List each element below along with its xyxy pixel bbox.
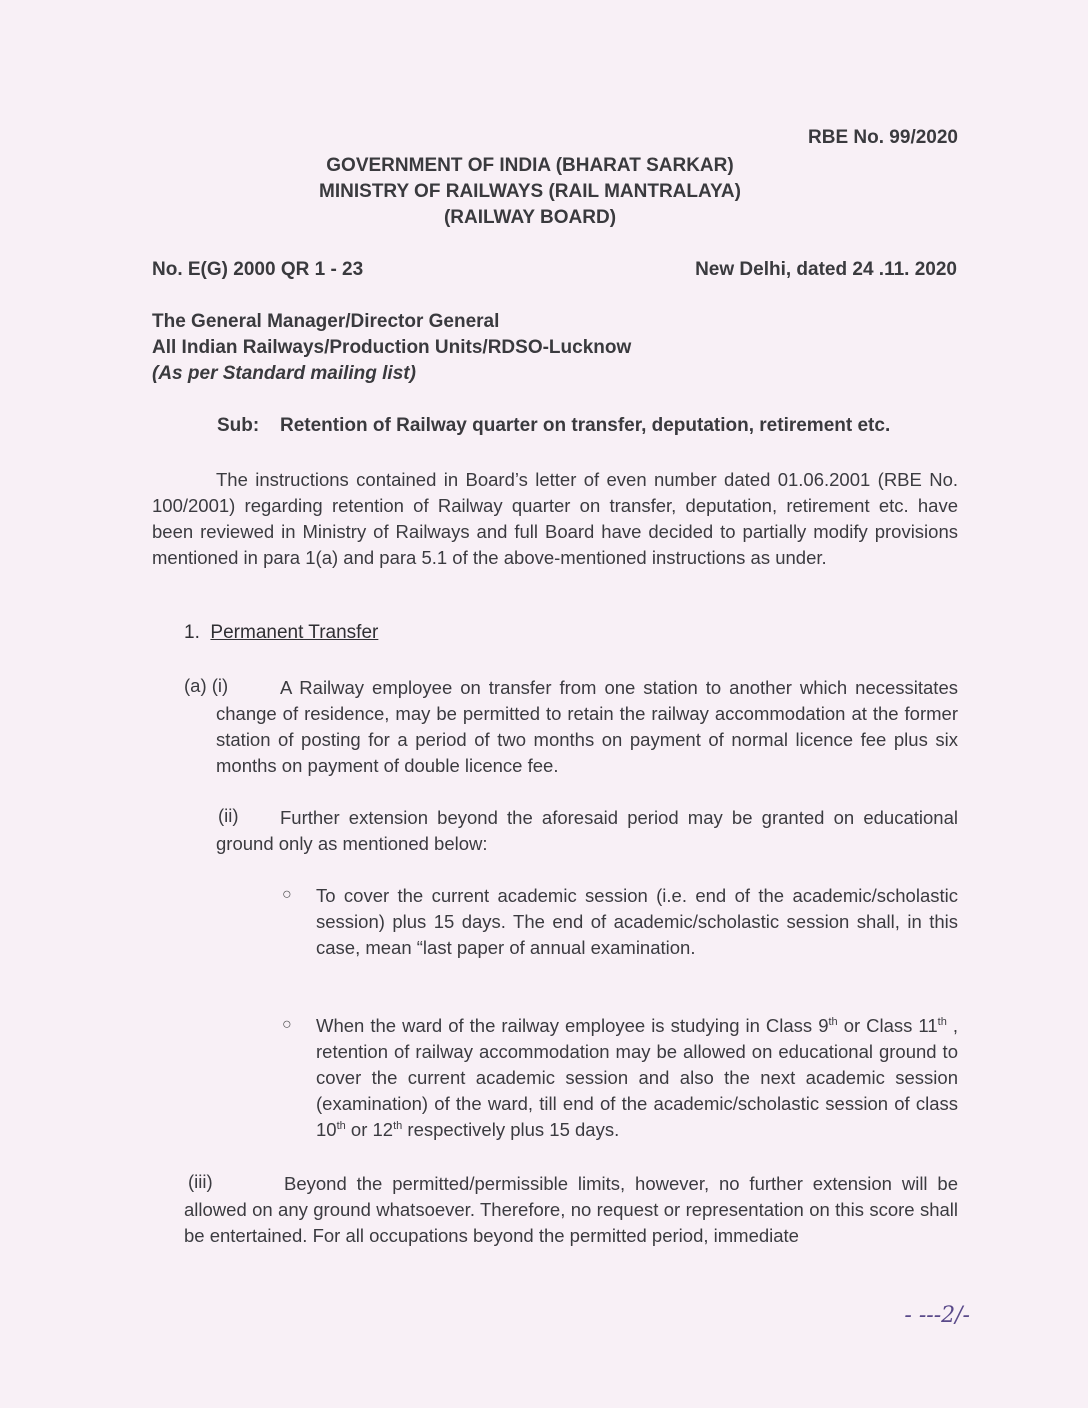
addressee-line-1: The General Manager/Director General (152, 311, 500, 332)
subject-label: Sub: (217, 415, 260, 436)
page-continuation-mark: - ---2/- (904, 1303, 970, 1328)
section-1-number: 1. (184, 622, 200, 643)
bullet-2-part-5: respectively plus 15 days. (402, 1119, 620, 1140)
clause-iii-text: Beyond the permitted/permissible limits, however, no further extension will be allowed on any ground whatsoever. Therefore, no request or representation on this score shall be entertained. For all occupations beyond the permitted period, immediate (184, 1173, 958, 1246)
bullet-2-sup-1: th (828, 1015, 838, 1028)
clause-ii-label: (ii) (218, 805, 239, 826)
bullet-1-marker: ○ (282, 886, 292, 903)
intro-paragraph: The instructions contained in Board’s letter of even number dated 01.06.2001 (RBE No. 100/2001) regarding retention of Railway quarter on transfer, deputation, retirement etc. have been reviewed in Ministry of Railways and full Board have decided to partially modify provisions mentioned in para 1(a) and para 5.1 of the above-mentioned instructions as under. (152, 469, 958, 568)
clause-a-i-text: A Railway employee on transfer from one station to another which necessitates change of residence, may be permitted to retain the railway accommodation at the former station of posting for a period of two months on payment of normal licence fee plus six months on payment of double licence fee. (216, 677, 958, 776)
bullet-2-marker: ○ (282, 1016, 292, 1033)
header-ministry: MINISTRY OF RAILWAYS (RAIL MANTRALAYA) (319, 181, 741, 202)
bullet-2-part-4: or 12 (345, 1119, 394, 1140)
addressee-line-3: (As per Standard mailing list) (152, 363, 416, 384)
letter-date: New Delhi, dated 24 .11. 2020 (695, 259, 957, 280)
header-board: (RAILWAY BOARD) (443, 207, 617, 228)
bullet-2-part-3: , retention of railway accommodation may be allowed on educational ground to cover the current academic session and also the next academic session (examination) of the ward, till end of the academic/scholastic session of class 10 (316, 1015, 958, 1140)
header-government: GOVERNMENT OF INDIA (BHARAT SARKAR) (326, 155, 734, 176)
section-1-title: Permanent Transfer (210, 622, 379, 643)
bullet-2-sup-3: th (336, 1119, 346, 1132)
bullet-2-sup-2: th (937, 1015, 947, 1028)
bullet-1-text: To cover the current academic session (i.e. end of the academic/scholastic session) plus 15 days. The end of academic/scholastic session shall, in this case, mean “last paper of annual examination. (316, 885, 958, 958)
letter-number: No. E(G) 2000 QR 1 - 23 (152, 259, 364, 280)
bullet-2-part-1: When the ward of the railway employee is studying in Class 9 (316, 1015, 829, 1036)
bullet-2-sup-4: th (393, 1119, 403, 1132)
clause-a-i-label: (a) (i) (184, 675, 229, 696)
bullet-2-part-2: or Class 11 (837, 1015, 938, 1036)
subject-text: Retention of Railway quarter on transfer, deputation, retirement etc. (280, 415, 891, 436)
addressee-line-2: All Indian Railways/Production Units/RDSO-Lucknow (152, 337, 632, 358)
rbe-number: RBE No. 99/2020 (808, 127, 958, 148)
bullet-2-text (316, 1013, 958, 1143)
clause-ii-text: Further extension beyond the aforesaid period may be granted on educational ground only as mentioned below: (216, 807, 958, 854)
clause-iii-label: (iii) (188, 1171, 213, 1192)
section-1-heading (184, 622, 378, 644)
